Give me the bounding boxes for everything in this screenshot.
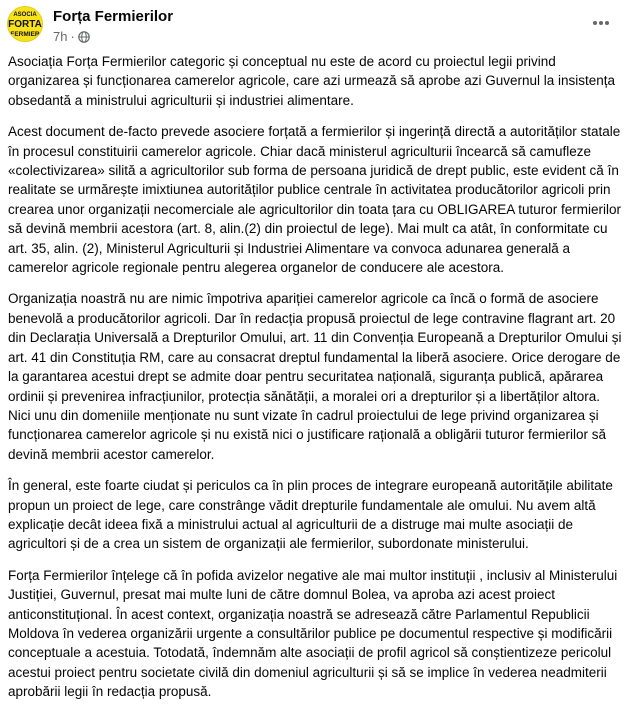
avatar-text-top: ASOCIA (13, 12, 37, 18)
post-paragraph: Acest document de-facto prevede asociere forțată a fermierilor și ingerință directă a autorităților statale în procesul constituirii camerelor agricole. Chiar dacă ministerul agriculturii încearcă să camufleze «colectivizarea» silită a agricultorilor sub forma de persoana juridică de drept public, este evident că în realitate se urmărește imixtiunea autorităților publice centrale în activitatea producătorilor agricoli prin crearea unor organizații necomerciale ale agricultorilor din toata țara cu OBLIGAREA tuturor fermierilor să devină membrii acestora (art. 8, alin.(2) din proiectul de lege). Mai mult ca atât, în conformitate cu art. 35, alin. (2), Ministerul Agriculturii și Industriei Alimentare va convoca adunarea generală a camerelor agricole regionale pentru alegerea organelor de conducere ale acestora. (8, 124, 622, 276)
avatar-text-bottom: FERMIER (10, 31, 40, 38)
avatar[interactable] (7, 6, 43, 42)
more-options-button[interactable] (588, 10, 614, 36)
post-time[interactable]: 7h (53, 29, 68, 44)
time-separator: · (70, 29, 75, 44)
globe-icon (78, 31, 90, 43)
post-paragraph: Forța Fermierilor înțelege că în pofida avizelor negative ale mai multor instituții , inclusiv al Ministerului Justiției, Guvernul, presat mai multe luni de către domnul Bolea, va aproba azi acest proiect anticonstituțional. În acest context, organizația noastră se adresează către Parlamentul Republicii Moldova în vederea organizării urgente a consultărilor publice pe documentul respective și modificării conceptuale a acestuia. Totodată, îndemnăm alte asociații de profil agricol să conștientizeze pericolul acestui proiect pentru societate civilă din domeniul agriculturii și să se implice în vederea neadmiterii aprobării legii în redacția propusă. (8, 567, 618, 700)
avatar-text-mid: FORTA (8, 19, 42, 30)
post-paragraph: Asociația Forța Fermierilor categoric și conceptual nu este de acord cu proiectul legii privind organizarea și funcționarea camerelor agricole, care azi urmează să aprobe azi Guvernul la insistența obsedantă a ministrului agriculturii și industriei alimentare. (8, 54, 616, 108)
post-paragraph: În general, este foarte ciudat și periculos ca în plin proces de integrare europeană autoritățile abilitate propun un proiect de lege, care constrânge vădit drepturile fundamentale ale omului. Nu avem altă explicație decât ideea fixă a ministrului actual al agriculturii de a distruge mai multe asociații de agricultori și de a crea un sistem de organizații ale fermierilor, subordonate ministerului. (8, 478, 613, 552)
post-paragraph: Organizația noastră nu are nimic împotriva apariției camerelor agricole ca încă o formă de asociere benevolă a producătorilor agricoli. Dar în redacția propusă proiectul de lege contravine flagrant art. 20 din Declarația Universală a Drepturilor Omului, art. 11 din Convenția Europeană a Drepturilor Omului și art. 41 din Constituția RM, care au consacrat dreptul fundamental la liberă asociere. Orice derogare de la garantarea acestui drept se admite doar pentru securitatea națională, siguranța publică, apărarea ordinii și prevenirea infracțiunilor, protecția sănătății, a moralei ori a drepturilor și a libertăților altora. Nici unu din domeniile menționate nu sunt vizate în cadrul proiectului de lege privind organizarea și funcționarea camerelor agricole și nu există nici o justificare rațională a obligării tuturor fermierilor să devină membrii acestor camerelor. (8, 291, 622, 462)
post-meta (53, 29, 90, 44)
more-horizontal-icon (592, 20, 610, 26)
post-body (8, 52, 622, 714)
post-header (0, 0, 632, 48)
post-author[interactable]: Forța Fermierilor (53, 8, 174, 25)
avatar-logo (8, 7, 42, 41)
